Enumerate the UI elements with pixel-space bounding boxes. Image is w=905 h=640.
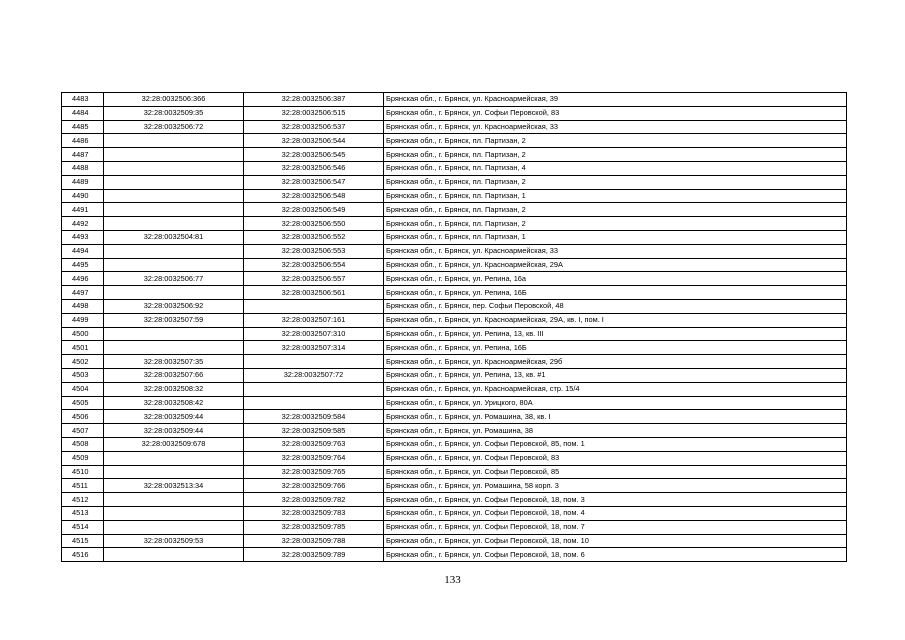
land-cadastral-number-cell: 32:28:0032508:32 — [104, 382, 244, 396]
table-row — [62, 203, 847, 217]
building-cadastral-number-cell: 32:28:0032509:782 — [244, 493, 384, 507]
table-row — [62, 148, 847, 162]
table-row — [62, 548, 847, 562]
land-cadastral-number-cell — [104, 451, 244, 465]
row-number-cell: 4511 — [62, 479, 104, 493]
land-cadastral-number-cell — [104, 134, 244, 148]
row-number-cell: 4512 — [62, 493, 104, 507]
table-row — [62, 217, 847, 231]
building-cadastral-number-cell: 32:28:0032509:764 — [244, 451, 384, 465]
building-cadastral-number-cell: 32:28:0032506:552 — [244, 230, 384, 244]
row-number-cell: 4513 — [62, 506, 104, 520]
table-row — [62, 451, 847, 465]
table-row — [62, 313, 847, 327]
building-cadastral-number-cell: 32:28:0032506:537 — [244, 120, 384, 134]
table-row — [62, 120, 847, 134]
address-cell: Брянская обл., г. Брянск, ул. Софьи Перовской, 18, пом. 7 — [384, 520, 847, 534]
building-cadastral-number-cell: 32:28:0032509:789 — [244, 548, 384, 562]
row-number-cell: 4497 — [62, 286, 104, 300]
row-number-cell: 4504 — [62, 382, 104, 396]
land-cadastral-number-cell — [104, 327, 244, 341]
building-cadastral-number-cell — [244, 355, 384, 369]
table-row — [62, 506, 847, 520]
address-cell: Брянская обл., г. Брянск, пер. Софьи Перовской, 48 — [384, 299, 847, 313]
building-cadastral-number-cell: 32:28:0032509:766 — [244, 479, 384, 493]
row-number-cell: 4490 — [62, 189, 104, 203]
row-number-cell: 4505 — [62, 396, 104, 410]
row-number-cell: 4492 — [62, 217, 104, 231]
table-row — [62, 258, 847, 272]
address-cell: Брянская обл., г. Брянск, пл. Партизан, 2 — [384, 175, 847, 189]
building-cadastral-number-cell: 32:28:0032506:547 — [244, 175, 384, 189]
row-number-cell: 4485 — [62, 120, 104, 134]
address-cell: Брянская обл., г. Брянск, ул. Софьи Перовской, 85, пом. 1 — [384, 437, 847, 451]
address-cell: Брянская обл., г. Брянск, ул. Красноармейская, стр. 15/4 — [384, 382, 847, 396]
row-number-cell: 4507 — [62, 424, 104, 438]
row-number-cell: 4498 — [62, 299, 104, 313]
address-cell: Брянская обл., г. Брянск, ул. Красноармейская, 33 — [384, 120, 847, 134]
land-cadastral-number-cell — [104, 493, 244, 507]
building-cadastral-number-cell: 32:28:0032506:549 — [244, 203, 384, 217]
land-cadastral-number-cell — [104, 286, 244, 300]
table-row — [62, 286, 847, 300]
building-cadastral-number-cell: 32:28:0032506:561 — [244, 286, 384, 300]
address-cell: Брянская обл., г. Брянск, пл. Партизан, 2 — [384, 148, 847, 162]
land-cadastral-number-cell: 32:28:0032506:72 — [104, 120, 244, 134]
table-row — [62, 161, 847, 175]
table-row — [62, 299, 847, 313]
row-number-cell: 4516 — [62, 548, 104, 562]
building-cadastral-number-cell: 32:28:0032506:557 — [244, 272, 384, 286]
row-number-cell: 4486 — [62, 134, 104, 148]
address-cell: Брянская обл., г. Брянск, ул. Репина, 16Б — [384, 341, 847, 355]
building-cadastral-number-cell: 32:28:0032506:553 — [244, 244, 384, 258]
table-row — [62, 189, 847, 203]
table-row — [62, 230, 847, 244]
land-cadastral-number-cell — [104, 548, 244, 562]
address-cell: Брянская обл., г. Брянск, ул. Софьи Перовской, 83 — [384, 451, 847, 465]
building-cadastral-number-cell: 32:28:0032506:546 — [244, 161, 384, 175]
address-cell: Брянская обл., г. Брянск, ул. Красноармейская, 29А — [384, 258, 847, 272]
table-row — [62, 424, 847, 438]
address-cell: Брянская обл., г. Брянск, пл. Партизан, 2 — [384, 203, 847, 217]
row-number-cell: 4510 — [62, 465, 104, 479]
address-cell: Брянская обл., г. Брянск, ул. Красноармейская, 29б — [384, 355, 847, 369]
building-cadastral-number-cell: 32:28:0032506:554 — [244, 258, 384, 272]
land-cadastral-number-cell — [104, 161, 244, 175]
land-cadastral-number-cell — [104, 148, 244, 162]
building-cadastral-number-cell: 32:28:0032509:783 — [244, 506, 384, 520]
land-cadastral-number-cell — [104, 341, 244, 355]
address-cell: Брянская обл., г. Брянск, ул. Ромашина, 58 корп. 3 — [384, 479, 847, 493]
land-cadastral-number-cell — [104, 258, 244, 272]
row-number-cell: 4515 — [62, 534, 104, 548]
table-row — [62, 368, 847, 382]
row-number-cell: 4506 — [62, 410, 104, 424]
address-cell: Брянская обл., г. Брянск, пл. Партизан, 4 — [384, 161, 847, 175]
address-cell: Брянская обл., г. Брянск, пл. Партизан, 2 — [384, 134, 847, 148]
land-cadastral-number-cell: 32:28:0032507:35 — [104, 355, 244, 369]
building-cadastral-number-cell: 32:28:0032509:585 — [244, 424, 384, 438]
table-row — [62, 520, 847, 534]
building-cadastral-number-cell: 32:28:0032506:545 — [244, 148, 384, 162]
land-cadastral-number-cell — [104, 520, 244, 534]
address-cell: Брянская обл., г. Брянск, ул. Софьи Перовской, 83 — [384, 106, 847, 120]
land-cadastral-number-cell — [104, 203, 244, 217]
address-cell: Брянская обл., г. Брянск, пл. Партизан, 1 — [384, 189, 847, 203]
building-cadastral-number-cell: 32:28:0032506:515 — [244, 106, 384, 120]
table-row — [62, 479, 847, 493]
row-number-cell: 4508 — [62, 437, 104, 451]
building-cadastral-number-cell: 32:28:0032509:765 — [244, 465, 384, 479]
building-cadastral-number-cell: 32:28:0032507:72 — [244, 368, 384, 382]
land-cadastral-number-cell: 32:28:0032509:53 — [104, 534, 244, 548]
land-cadastral-number-cell: 32:28:0032509:44 — [104, 410, 244, 424]
address-cell: Брянская обл., г. Брянск, ул. Репина, 16а — [384, 272, 847, 286]
table-row — [62, 437, 847, 451]
address-cell: Брянская обл., г. Брянск, ул. Репина, 13, кв. III — [384, 327, 847, 341]
land-cadastral-number-cell — [104, 189, 244, 203]
address-cell: Брянская обл., г. Брянск, ул. Софьи Перовской, 18, пом. 6 — [384, 548, 847, 562]
address-cell: Брянская обл., г. Брянск, ул. Красноармейская, 39 — [384, 93, 847, 107]
address-cell: Брянская обл., г. Брянск, ул. Красноармейская, 29А, кв. I, пом. I — [384, 313, 847, 327]
building-cadastral-number-cell: 32:28:0032509:763 — [244, 437, 384, 451]
building-cadastral-number-cell: 32:28:0032506:548 — [244, 189, 384, 203]
address-cell: Брянская обл., г. Брянск, ул. Софьи Перовской, 18, пом. 4 — [384, 506, 847, 520]
table-row — [62, 175, 847, 189]
row-number-cell: 4488 — [62, 161, 104, 175]
table-row — [62, 327, 847, 341]
row-number-cell: 4503 — [62, 368, 104, 382]
building-cadastral-number-cell: 32:28:0032506:550 — [244, 217, 384, 231]
building-cadastral-number-cell — [244, 382, 384, 396]
address-cell: Брянская обл., г. Брянск, ул. Репина, 16Б — [384, 286, 847, 300]
table-row — [62, 93, 847, 107]
address-cell: Брянская обл., г. Брянск, ул. Репина, 13, кв. #1 — [384, 368, 847, 382]
building-cadastral-number-cell: 32:28:0032506:544 — [244, 134, 384, 148]
table-row — [62, 341, 847, 355]
land-cadastral-number-cell: 32:28:0032506:77 — [104, 272, 244, 286]
row-number-cell: 4496 — [62, 272, 104, 286]
building-cadastral-number-cell: 32:28:0032506:387 — [244, 93, 384, 107]
land-cadastral-number-cell — [104, 465, 244, 479]
building-cadastral-number-cell: 32:28:0032507:310 — [244, 327, 384, 341]
land-cadastral-number-cell — [104, 506, 244, 520]
land-cadastral-number-cell: 32:28:0032509:678 — [104, 437, 244, 451]
land-cadastral-number-cell — [104, 175, 244, 189]
row-number-cell: 4487 — [62, 148, 104, 162]
address-cell: Брянская обл., г. Брянск, ул. Ромашина, 38, кв. I — [384, 410, 847, 424]
page-number: 133 — [444, 574, 461, 586]
row-number-cell: 4509 — [62, 451, 104, 465]
address-cell: Брянская обл., г. Брянск, пл. Партизан, 1 — [384, 230, 847, 244]
table-row — [62, 493, 847, 507]
land-cadastral-number-cell: 32:28:0032508:42 — [104, 396, 244, 410]
table-body — [62, 93, 847, 562]
row-number-cell: 4491 — [62, 203, 104, 217]
address-cell: Брянская обл., г. Брянск, пл. Партизан, 2 — [384, 217, 847, 231]
row-number-cell: 4494 — [62, 244, 104, 258]
land-cadastral-number-cell: 32:28:0032504:81 — [104, 230, 244, 244]
land-cadastral-number-cell: 32:28:0032506:92 — [104, 299, 244, 313]
table-row — [62, 272, 847, 286]
row-number-cell: 4500 — [62, 327, 104, 341]
row-number-cell: 4495 — [62, 258, 104, 272]
row-number-cell: 4493 — [62, 230, 104, 244]
address-cell: Брянская обл., г. Брянск, ул. Софьи Перовской, 18, пом. 10 — [384, 534, 847, 548]
address-cell: Брянская обл., г. Брянск, ул. Софьи Перовской, 18, пом. 3 — [384, 493, 847, 507]
row-number-cell: 4499 — [62, 313, 104, 327]
cadastral-table — [61, 92, 847, 562]
row-number-cell: 4483 — [62, 93, 104, 107]
table-row — [62, 355, 847, 369]
land-cadastral-number-cell: 32:28:0032507:59 — [104, 313, 244, 327]
land-cadastral-number-cell: 32:28:0032509:44 — [104, 424, 244, 438]
table-row — [62, 134, 847, 148]
row-number-cell: 4484 — [62, 106, 104, 120]
land-cadastral-number-cell — [104, 244, 244, 258]
building-cadastral-number-cell — [244, 299, 384, 313]
building-cadastral-number-cell: 32:28:0032509:788 — [244, 534, 384, 548]
table-row — [62, 465, 847, 479]
building-cadastral-number-cell: 32:28:0032507:314 — [244, 341, 384, 355]
building-cadastral-number-cell: 32:28:0032509:785 — [244, 520, 384, 534]
row-number-cell: 4514 — [62, 520, 104, 534]
table-row — [62, 396, 847, 410]
table-row — [62, 244, 847, 258]
land-cadastral-number-cell: 32:28:0032509:35 — [104, 106, 244, 120]
table-row — [62, 106, 847, 120]
table-row — [62, 534, 847, 548]
land-cadastral-number-cell: 32:28:0032506:366 — [104, 93, 244, 107]
building-cadastral-number-cell: 32:28:0032509:584 — [244, 410, 384, 424]
land-cadastral-number-cell: 32:28:0032513:34 — [104, 479, 244, 493]
building-cadastral-number-cell: 32:28:0032507:161 — [244, 313, 384, 327]
address-cell: Брянская обл., г. Брянск, ул. Урицкого, 80А — [384, 396, 847, 410]
row-number-cell: 4501 — [62, 341, 104, 355]
table-row — [62, 410, 847, 424]
address-cell: Брянская обл., г. Брянск, ул. Красноармейская, 33 — [384, 244, 847, 258]
row-number-cell: 4502 — [62, 355, 104, 369]
land-cadastral-number-cell — [104, 217, 244, 231]
table-row — [62, 382, 847, 396]
building-cadastral-number-cell — [244, 396, 384, 410]
address-cell: Брянская обл., г. Брянск, ул. Ромашина, 38 — [384, 424, 847, 438]
land-cadastral-number-cell: 32:28:0032507:66 — [104, 368, 244, 382]
row-number-cell: 4489 — [62, 175, 104, 189]
address-cell: Брянская обл., г. Брянск, ул. Софьи Перовской, 85 — [384, 465, 847, 479]
